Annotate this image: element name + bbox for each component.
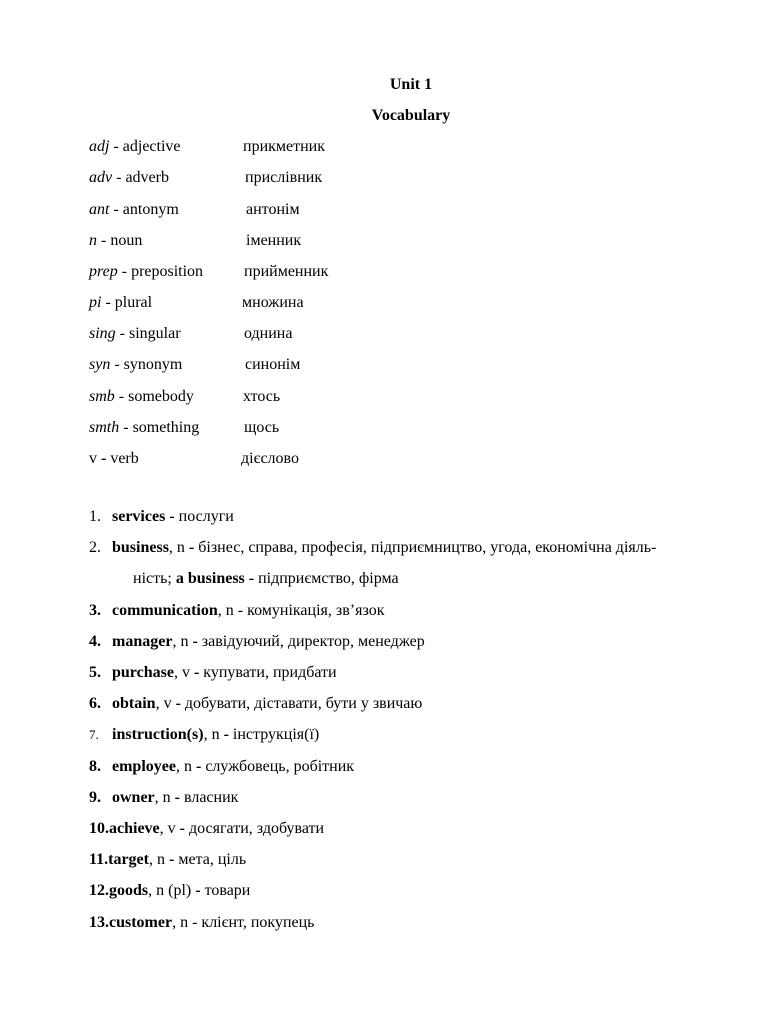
list-item [89, 632, 425, 652]
part-of-speech: , n [175, 758, 192, 775]
item-number: 3. [89, 602, 101, 619]
vocab-word: customer [109, 914, 173, 931]
vocab-translation: купувати, придбати [203, 664, 337, 681]
list-item [89, 725, 319, 745]
abbreviation: syn [89, 356, 111, 373]
abbreviation: prep [89, 263, 118, 280]
abbreviation-translation: прислівник [245, 169, 323, 186]
list-item [89, 913, 314, 933]
list-item-continuation [133, 569, 399, 589]
list-item [89, 757, 354, 777]
item-number: 13. [89, 914, 109, 931]
abbreviation-meaning: synonym [123, 356, 183, 373]
section-title: Vocabulary [371, 107, 451, 124]
vocab-word: purchase [112, 664, 174, 681]
part-of-speech: , n [148, 851, 165, 868]
dash: - [191, 882, 205, 899]
vocab-word: instruction(s) [112, 726, 204, 743]
abbreviation: pi [89, 294, 102, 311]
vocab-translation: товари [204, 882, 251, 899]
dash: - [165, 508, 179, 525]
list-item [89, 881, 250, 901]
separator: - [112, 169, 126, 186]
item-number: 4. [89, 633, 101, 650]
part-of-speech: , n [203, 726, 220, 743]
item-number: 10. [89, 820, 109, 837]
vocab-translation: комунікація, зв’язок [247, 602, 385, 619]
abbreviation-translation: прикметник [243, 138, 326, 155]
separator: - [97, 450, 111, 467]
item-number: 11. [89, 851, 109, 868]
abbreviation-meaning: preposition [131, 263, 204, 280]
part-of-speech: , n [168, 539, 185, 556]
vocab-word: owner [112, 789, 155, 806]
part-of-speech: , v [159, 820, 176, 837]
vocab-translation: підприємство, фірма [258, 570, 399, 587]
abbreviation: adv [89, 169, 113, 186]
unit-title: Unit 1 [389, 76, 433, 93]
abbreviation-translation: хтось [243, 388, 281, 405]
list-item [89, 819, 324, 839]
abbreviation-meaning: noun [110, 232, 143, 249]
abbreviation: sing [89, 325, 116, 342]
part-of-speech: , n [154, 789, 171, 806]
dash: - [244, 570, 259, 587]
dash: - [233, 602, 248, 619]
list-item [89, 788, 238, 808]
abbreviation-meaning: adverb [125, 169, 169, 186]
vocab-word: business [112, 539, 169, 556]
vocab-word: manager [112, 633, 173, 650]
vocab-translation: бізнес, справа, професія, підприємництво, угода, економічна діяль- [198, 539, 657, 556]
vocab-translation: досягати, здобувати [188, 820, 325, 837]
dash: - [188, 633, 202, 650]
abbreviation: ant [89, 201, 110, 218]
abbreviation-translation: антонім [246, 201, 300, 218]
abbreviation: smth [89, 419, 120, 436]
separator: - [97, 232, 111, 249]
vocab-word: target [108, 851, 149, 868]
item-number: 6. [89, 695, 101, 712]
list-item [89, 850, 246, 870]
dash: - [188, 914, 202, 931]
list-item [89, 663, 337, 683]
dash: - [175, 820, 189, 837]
separator: - [114, 388, 129, 405]
abbreviation-meaning: singular [129, 325, 181, 342]
dash: - [164, 851, 179, 868]
separator: - [109, 201, 123, 218]
abbreviation: adj [89, 138, 110, 155]
list-item [89, 507, 234, 527]
vocab-translation: клієнт, покупець [201, 914, 315, 931]
abbreviation-translation: множина [242, 294, 304, 311]
item-number: 1. [89, 508, 101, 525]
part-of-speech: , n [217, 602, 234, 619]
vocab-translation: добувати, діставати, бути у звичаю [184, 695, 423, 712]
abbreviation-meaning: plural [114, 294, 153, 311]
vocab-translation: мета, ціль [178, 851, 247, 868]
continuation-text: ність; [133, 570, 176, 587]
vocab-translation: послуги [178, 508, 234, 525]
list-item [89, 601, 384, 621]
abbreviation: smb [89, 388, 115, 405]
abbreviation: v [89, 450, 97, 467]
abbreviation-meaning: adjective [122, 138, 181, 155]
separator: - [109, 138, 123, 155]
vocab-translation: власник [183, 789, 239, 806]
vocab-word: achieve [109, 820, 160, 837]
part-of-speech: , v [173, 664, 190, 681]
abbreviation-translation: синонім [245, 356, 301, 373]
dash: - [191, 758, 206, 775]
vocab-word: services [112, 508, 166, 525]
abbreviation-meaning: antonym [122, 201, 179, 218]
vocab-word: employee [112, 758, 176, 775]
dash: - [184, 539, 199, 556]
item-number: 7. [89, 727, 99, 742]
list-item [89, 538, 656, 558]
item-number: 5. [89, 664, 101, 681]
vocab-translation: інструкція(ї) [232, 726, 320, 743]
separator: - [101, 294, 115, 311]
dash: - [219, 726, 233, 743]
dash: - [171, 695, 185, 712]
item-number: 2. [89, 539, 101, 556]
abbreviation-translation: дієслово [241, 450, 299, 467]
abbreviation: n [89, 232, 97, 249]
vocab-word: goods [109, 882, 149, 899]
part-of-speech: , n [172, 914, 189, 931]
abbreviation-translation: щось [244, 419, 280, 436]
vocab-word: communication [112, 602, 218, 619]
part-of-speech: , v [155, 695, 172, 712]
vocab-word: a business [175, 570, 245, 587]
abbreviation-translation: однина [244, 325, 293, 342]
item-number: 9. [89, 789, 101, 806]
abbreviation-meaning: something [132, 419, 200, 436]
abbreviation-translation: прийменник [244, 263, 329, 280]
separator: - [119, 419, 133, 436]
vocab-translation: службовець, робітник [205, 758, 355, 775]
separator: - [117, 263, 132, 280]
vocab-translation: завідуючий, директор, менеджер [201, 633, 425, 650]
part-of-speech: , n [172, 633, 189, 650]
dash: - [170, 789, 184, 806]
item-number: 12. [89, 882, 109, 899]
abbreviation-meaning: somebody [128, 388, 194, 405]
vocab-word: obtain [112, 695, 156, 712]
separator: - [110, 356, 124, 373]
item-number: 8. [89, 758, 101, 775]
part-of-speech: , n (pl) [148, 882, 192, 899]
dash: - [189, 664, 204, 681]
list-item [89, 694, 422, 714]
separator: - [115, 325, 129, 342]
abbreviation-meaning: verb [110, 450, 139, 467]
abbreviation-translation: іменник [246, 232, 302, 249]
